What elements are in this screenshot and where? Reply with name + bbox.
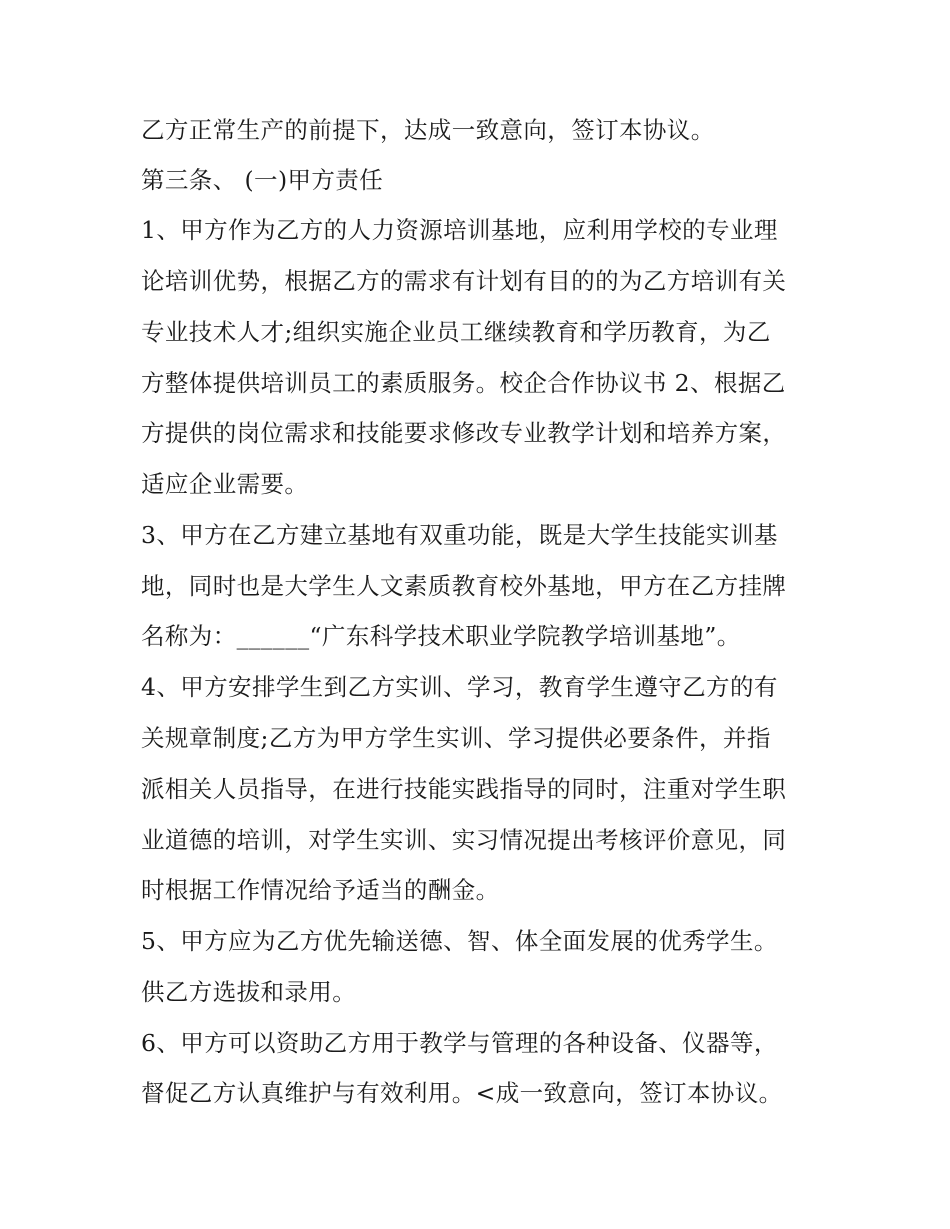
- text-line: 论培训优势，根据乙方的需求有计划有目的的为乙方培训有关: [141, 267, 787, 295]
- text-line: 方整体提供培训员工的素质服务。校企合作协议书 2、根据乙: [141, 369, 786, 397]
- text-line: 地，同时也是大学生人文素质教育校外基地，甲方在乙方挂牌: [141, 572, 787, 600]
- text-line: 乙方正常生产的前提下，达成一致意向，签订本协议。: [141, 116, 715, 144]
- text-line: 方提供的岗位需求和技能要求修改专业教学计划和培养方案，: [141, 419, 787, 447]
- text-line: 供乙方选拔和录用。: [141, 978, 357, 1006]
- text-line: 4、甲方安排学生到乙方实训、学习，教育学生遵守乙方的有: [141, 673, 778, 701]
- text-line: 5、甲方应为乙方优先输送德、智、体全面发展的优秀学生。: [141, 927, 778, 955]
- text-line: 适应企业需要。: [141, 470, 309, 498]
- text-line: 督促乙方认真维护与有效利用。<成一致意向，签订本协议。: [141, 1079, 783, 1107]
- text-line: 1、甲方作为乙方的人力资源培训基地，应利用学校的专业理: [141, 216, 778, 244]
- text-line: 派相关人员指导，在进行技能实践指导的同时，注重对学生职: [141, 775, 787, 803]
- section-heading: 第三条、 (一)甲方责任: [141, 166, 384, 194]
- text-line: 名称为：______“广东科学技术职业学院教学培训基地”。: [141, 622, 741, 650]
- text-line: 专业技术人才;组织实施企业员工继续教育和学历教育，为乙: [141, 318, 771, 346]
- text-line: 6、甲方可以资助乙方用于教学与管理的各种设备、仪器等，: [141, 1029, 778, 1057]
- text-line: 3、甲方在乙方建立基地有双重功能，既是大学生技能实训基: [141, 521, 778, 549]
- text-line: 时根据工作情况给予适当的酬金。: [141, 876, 500, 904]
- text-line: 业道德的培训，对学生实训、实习情况提出考核评价意见，同: [141, 826, 787, 854]
- text-line: 关规章制度;乙方为甲方学生实训、学习提供必要条件，并指: [141, 724, 771, 752]
